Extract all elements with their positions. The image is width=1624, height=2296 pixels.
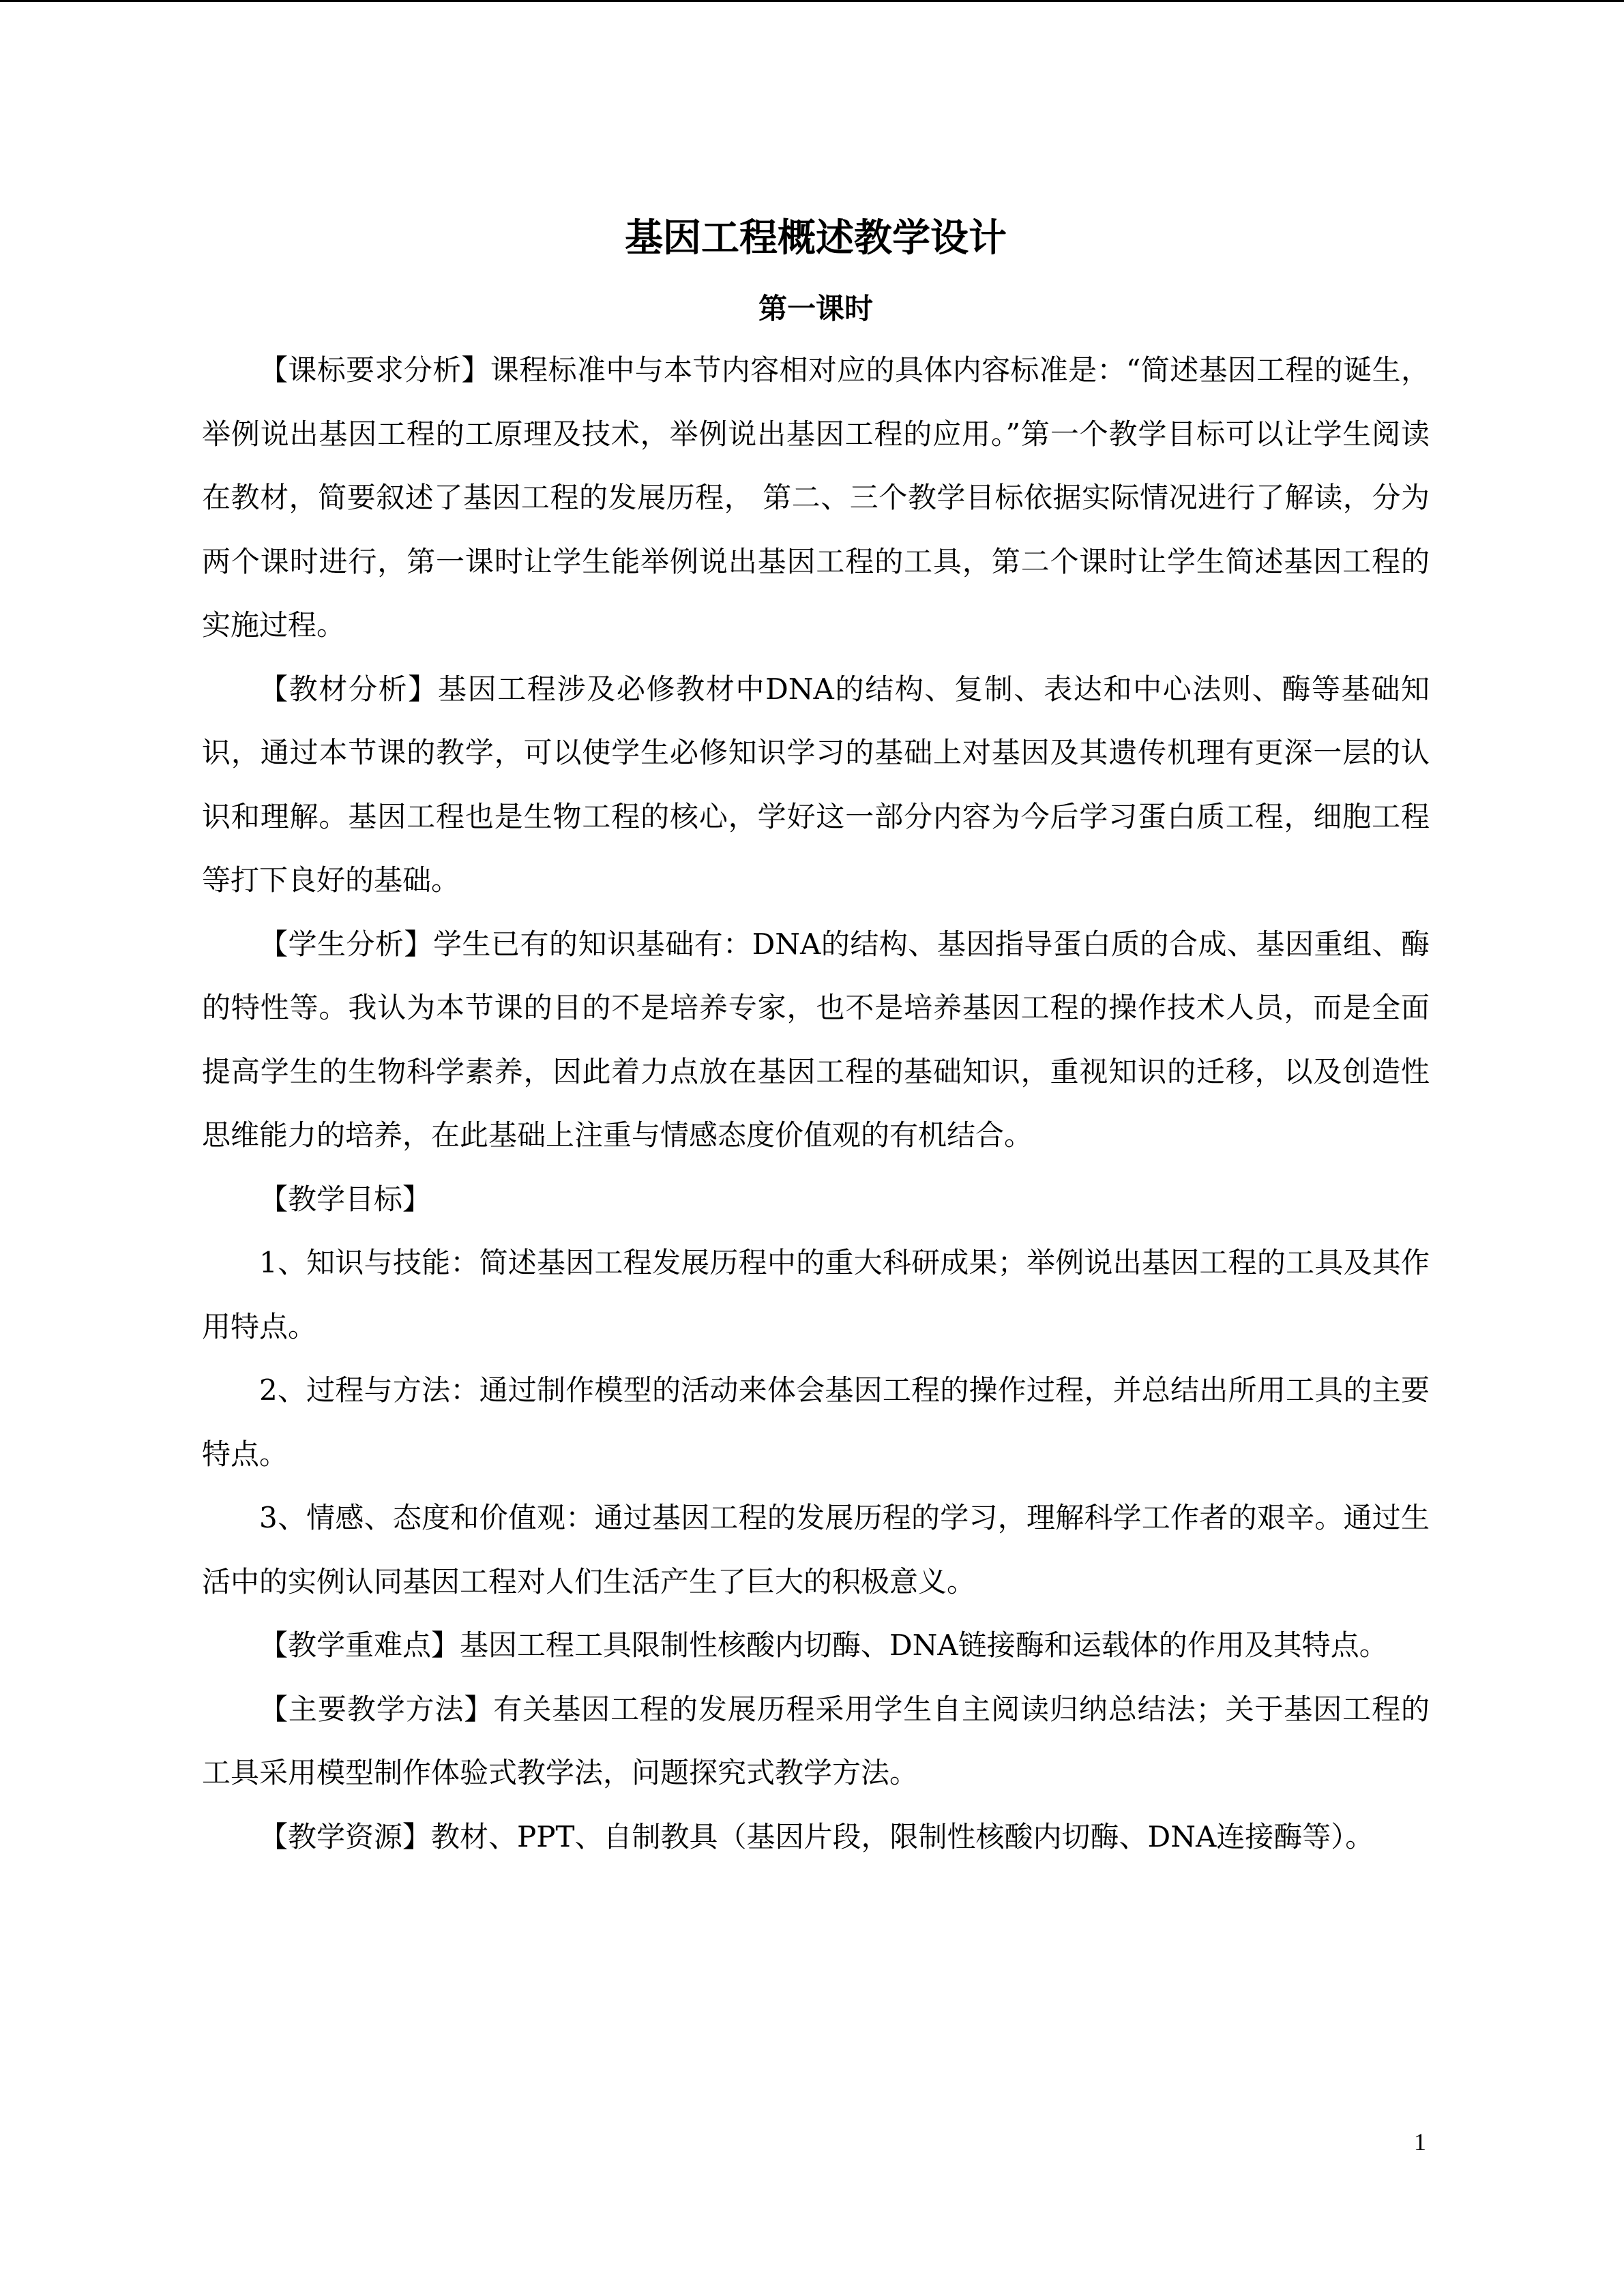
objective-knowledge-skills: 1、知识与技能：简述基因工程发展历程中的重大科研成果；举例说出基因工程的工具及其作用特点。 xyxy=(202,1246,1430,1343)
paragraph-textbook-analysis: 【教材分析】基因工程涉及必修教材中DNA的结构、复制、表达和中心法则、酶等基础知识，通过本节课的教学，可以使学生必修知识学习的基础上对基因及其遗传机理有更深一层的认识和理解。基因工程也是生物工程的核心，学好这一部分内容为今后学习蛋白质工程，细胞工程等打下良好的基础。 xyxy=(202,672,1430,897)
document-body xyxy=(202,198,1430,1868)
paragraph-student-analysis: 【学生分析】学生已有的知识基础有：DNA的结构、基因指导蛋白质的合成、基因重组、酶的特性等。我认为本节课的目的不是培养专家，也不是培养基因工程的操作技术人员，而是全面提高学生的生物科学素养，因此着力点放在基因工程的基础知识，重视知识的迁移，以及创造性思维能力的培养，在此基础上注重与情感态度价值观的有机结合。 xyxy=(202,927,1430,1152)
heading-teaching-objectives: 【教学目标】 xyxy=(259,1182,432,1216)
page-number: 1 xyxy=(1414,2128,1426,2156)
objective-emotion-values: 3、情感、态度和价值观：通过基因工程的发展历程的学习，理解科学工作者的艰辛。通过生活中的实例认同基因工程对人们生活产生了巨大的积极意义。 xyxy=(202,1501,1430,1598)
paragraph-curriculum-analysis: 【课标要求分析】课程标准中与本节内容相对应的具体内容标准是：“简述基因工程的诞生，举例说出基因工程的工原理及技术，举例说出基因工程的应用。”第一个教学目标可以让学生阅读在教材，简要叙述了基因工程的发展历程， 第二、三个教学目标依据实际情况进行了解读，分为两个课时进行，第一课时让学生能举例说出基因工程的工具，第二个课时让学生简述基因工程的实施过程。 xyxy=(202,353,1430,642)
paragraph-key-difficulties: 【教学重难点】基因工程工具限制性核酸内切酶、DNA链接酶和运载体的作用及其特点。 xyxy=(259,1628,1388,1662)
document-title: 基因工程概述教学设计 xyxy=(625,216,1007,260)
paragraph-teaching-methods: 【主要教学方法】有关基因工程的发展历程采用学生自主阅读归纳总结法；关于基因工程的工具采用模型制作体验式教学法，问题探究式教学方法。 xyxy=(202,1692,1430,1789)
lesson-subtitle: 第一课时 xyxy=(758,292,873,325)
page-top-border xyxy=(0,0,1624,2)
objective-process-methods: 2、过程与方法：通过制作模型的活动来体会基因工程的操作过程，并总结出所用工具的主要特点。 xyxy=(202,1373,1430,1471)
paragraph-teaching-resources: 【教学资源】教材、PPT、自制教具（基因片段，限制性核酸内切酶、DNA连接酶等）。 xyxy=(259,1819,1374,1853)
